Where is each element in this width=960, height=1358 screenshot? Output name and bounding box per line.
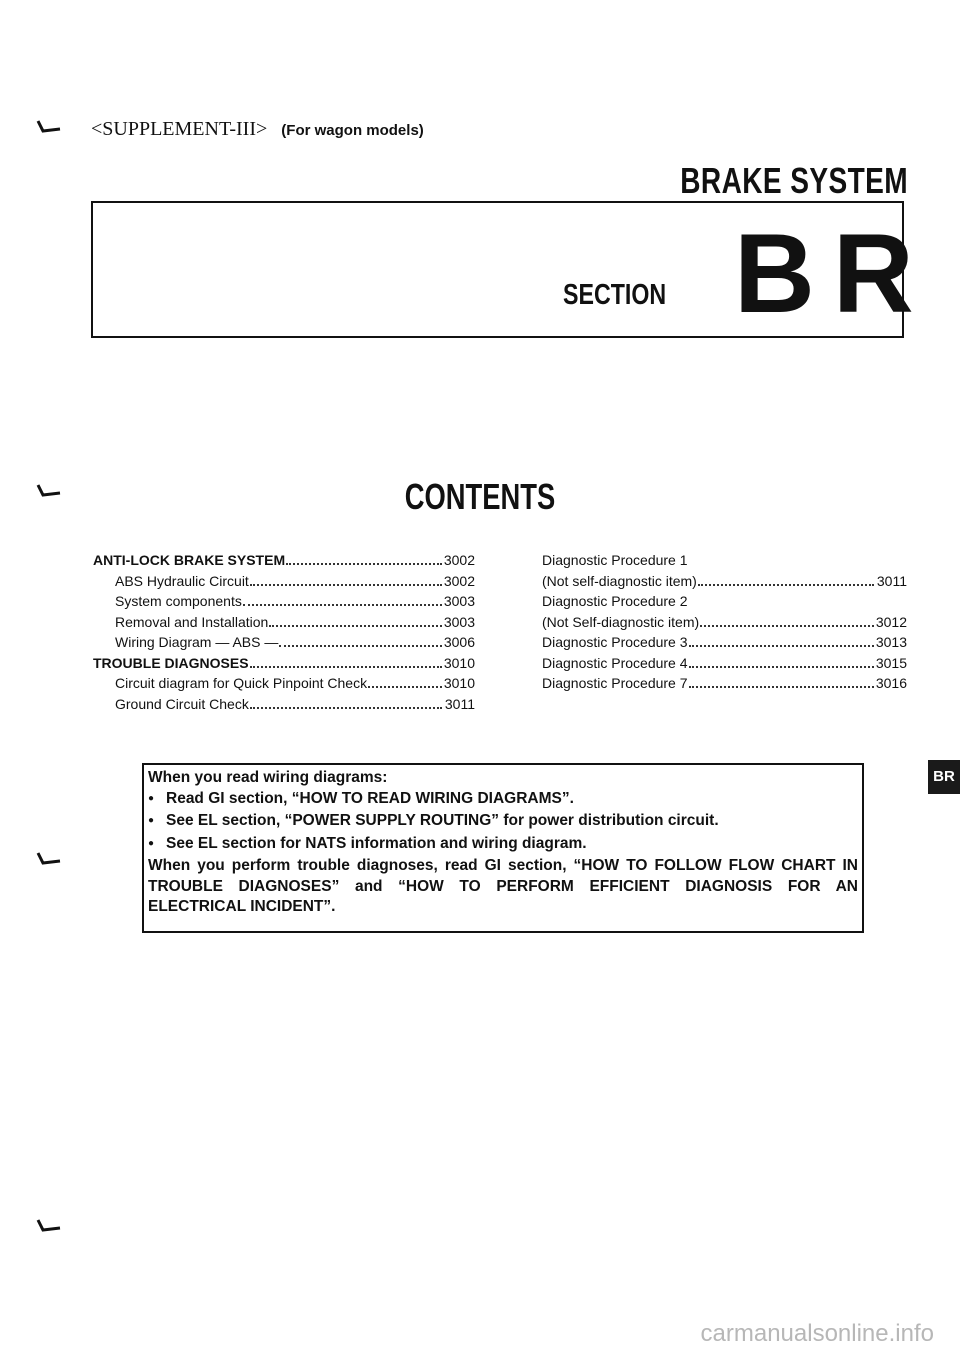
toc-entry-label: Wiring Diagram — ABS —: [115, 634, 279, 650]
supplement-header: [91, 118, 424, 141]
toc-entry[interactable]: [93, 550, 475, 571]
contents-heading: [0, 476, 960, 518]
toc-entry[interactable]: [542, 571, 907, 592]
toc-entry-label: Diagnostic Procedure 4: [542, 654, 688, 671]
toc-dot-leader: [689, 645, 874, 647]
toc-dot-leader: [279, 645, 442, 647]
toc-entry-label: Diagnostic Procedure 3: [542, 634, 688, 650]
toc-entry-page: 3010: [443, 654, 475, 671]
toc-entry-label: ANTI-LOCK BRAKE SYSTEM: [93, 552, 286, 568]
toc-entry-page: 3003: [443, 613, 475, 630]
notice-bullet: ● See EL section for NATS information and wiring diagram.: [148, 834, 858, 857]
toc-entry-page: 3003: [443, 593, 475, 609]
toc-right-column: [542, 550, 907, 694]
toc-entry[interactable]: [93, 591, 475, 612]
toc-entry-label: (Not self-diagnostic item): [542, 572, 697, 589]
toc-entry-page: 3011: [444, 695, 475, 712]
toc-entry-label: Diagnostic Procedure 1: [542, 552, 688, 568]
toc-entry-label: Diagnostic Procedure 7: [542, 675, 688, 691]
toc-entry[interactable]: [93, 571, 475, 592]
toc-entry-page: 3016: [875, 675, 907, 691]
toc-entry-page: 3012: [875, 613, 907, 630]
toc-dot-leader: [250, 666, 442, 668]
toc-entry-page: 3006: [443, 634, 475, 650]
toc-entry[interactable]: [93, 673, 475, 694]
toc-entry-label: System components: [115, 593, 242, 609]
supplement-label: <SUPPLEMENT-III>: [91, 118, 268, 140]
section-label: SECTION: [563, 279, 667, 311]
toc-dot-leader: [700, 625, 874, 627]
toc-entry[interactable]: [542, 591, 907, 612]
toc-left-column: [93, 550, 475, 714]
page-title: BRAKE SYSTEM: [680, 160, 908, 201]
toc-entry[interactable]: [93, 653, 475, 674]
toc-entry-label: Removal and Installation: [115, 613, 269, 630]
binder-tick-mark: [36, 120, 62, 134]
notice-bullet: ● See EL section, “POWER SUPPLY ROUTING” for power distribution circuit.: [148, 811, 858, 834]
toc-entry[interactable]: [542, 550, 907, 571]
toc-dot-leader: [689, 686, 874, 688]
toc-entry-page: 3002: [443, 572, 475, 589]
toc-dot-leader: [689, 666, 874, 668]
toc-entry[interactable]: [93, 612, 475, 633]
notice-bullet: ● Read GI section, “HOW TO READ WIRING DIAGRAMS”.: [148, 789, 858, 812]
toc-dot-leader: [250, 707, 442, 709]
binder-tick-mark: [36, 852, 62, 866]
supplement-subtitle: (For wagon models): [281, 122, 424, 139]
toc-dot-leader: [243, 604, 442, 606]
toc-entry[interactable]: [93, 694, 475, 715]
toc-entry-page: 3010: [443, 675, 475, 691]
toc-entry-label: TROUBLE DIAGNOSES: [93, 654, 249, 671]
toc-dot-leader: [698, 584, 874, 586]
section-code: BR: [734, 211, 932, 336]
toc-entry[interactable]: [542, 632, 907, 653]
toc-dot-leader: [269, 625, 442, 627]
toc-entry-page: 3002: [443, 552, 475, 568]
toc-entry-label: (Not Self-diagnostic item): [542, 613, 700, 630]
toc-entry-label: Ground Circuit Check: [115, 695, 249, 712]
toc-entry-label: Diagnostic Procedure 2: [542, 593, 688, 609]
section-tab[interactable]: BR: [928, 760, 960, 794]
toc-entry-label: ABS Hydraulic Circuit: [115, 572, 249, 589]
toc-dot-leader: [368, 686, 442, 688]
toc-dot-leader: [286, 563, 442, 565]
wiring-diagram-notice: [142, 763, 864, 933]
contents-heading-text: CONTENTS: [404, 476, 556, 517]
watermark: carmanualsonline.info: [700, 1320, 934, 1347]
toc-entry-page: 3011: [876, 572, 907, 589]
notice-paragraph: When you perform trouble diagnoses, read GI section, “HOW TO FOLLOW FLOW CHART IN TROUBLE DIAGNOSES” and “HOW TO PERFORM EFFICIENT DIAGNOSIS FOR AN ELECTRICAL INCIDENT”.: [148, 857, 858, 915]
toc-entry-page: 3015: [875, 654, 907, 671]
toc-entry-label: Circuit diagram for Quick Pinpoint Check: [115, 675, 368, 691]
toc-entry-page: 3013: [875, 634, 907, 650]
notice-heading: When you read wiring diagrams:: [148, 769, 388, 786]
toc-entry[interactable]: [542, 612, 907, 633]
toc-entry[interactable]: [542, 653, 907, 674]
toc-dot-leader: [250, 584, 442, 586]
toc-entry[interactable]: [93, 632, 475, 653]
binder-tick-mark: [36, 1219, 62, 1233]
toc-entry[interactable]: [542, 673, 907, 694]
